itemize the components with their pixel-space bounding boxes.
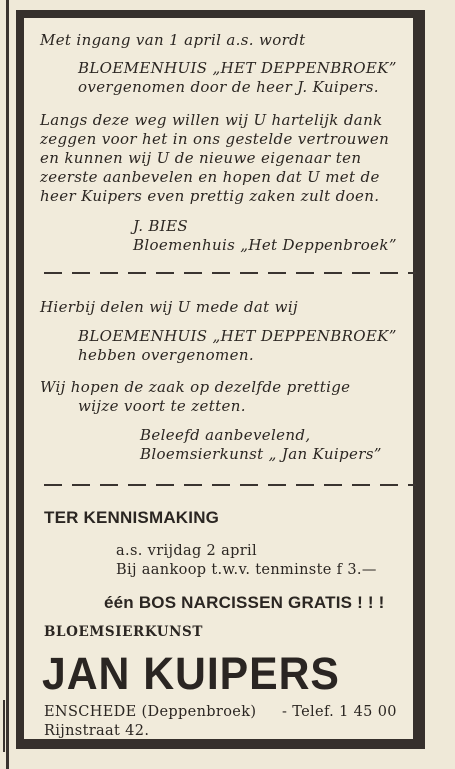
- purchase-condition-line: Bij aankoop t.w.v. tenminste f 3.—: [116, 562, 377, 578]
- signature-shop: Bloemenhuis „Het Deppenbroek”: [133, 236, 397, 254]
- address-city: ENSCHEDE (Deppenbroek): [44, 704, 257, 720]
- hope-paragraph-line: Wij hopen de zaak op dezelfde prettige: [40, 378, 351, 396]
- announcement-line: Hierbij delen wij U mede dat wij: [40, 298, 298, 316]
- thanks-paragraph-line: heer Kuipers even prettig zaken zult doen.: [40, 187, 380, 205]
- signature-line: Beleefd aanbevelend,: [140, 426, 311, 444]
- intro-line: Met ingang van 1 april a.s. wordt: [40, 31, 306, 49]
- free-offer: één BOS NARCISSEN GRATIS ! ! !: [104, 593, 385, 612]
- dashed-divider: [44, 272, 416, 274]
- thanks-paragraph-line: zeggen voor het in ons gestelde vertrouwen: [40, 130, 390, 148]
- signature-name: J. BIES: [133, 217, 189, 235]
- thanks-paragraph-line: en kunnen wij U de nieuwe eigenaar ten: [40, 149, 362, 167]
- shop-name-line: BLOEMENHUIS „HET DEPPENBROEK”: [78, 327, 397, 345]
- dashed-divider: [44, 484, 416, 486]
- subtitle: BLOEMSIERKUNST: [44, 624, 204, 640]
- hope-paragraph-line: wijze voort te zetten.: [78, 397, 246, 415]
- date-line: a.s. vrijdag 2 april: [116, 543, 257, 559]
- shop-name-line: BLOEMENHUIS „HET DEPPENBROEK”: [78, 59, 397, 77]
- phone-number: - Telef. 1 45 00: [282, 704, 397, 720]
- taken-over-line: hebben overgenomen.: [78, 346, 254, 364]
- page-edge-rule: [6, 0, 9, 769]
- thanks-paragraph-line: Langs deze weg willen wij U hartelijk dank: [40, 111, 383, 129]
- page-edge-rule-lower: [3, 700, 5, 752]
- section-heading: TER KENNISMAKING: [44, 508, 220, 527]
- thanks-paragraph-line: zeerste aanbevelen en hopen dat U met de: [40, 168, 380, 186]
- takeover-line: overgenomen door de heer J. Kuipers.: [78, 78, 379, 96]
- signature-shop: Bloemsierkunst „ Jan Kuipers”: [140, 445, 382, 463]
- shop-name-title: JAN KUIPERS: [42, 648, 340, 699]
- address-street: Rijnstraat 42.: [44, 723, 150, 739]
